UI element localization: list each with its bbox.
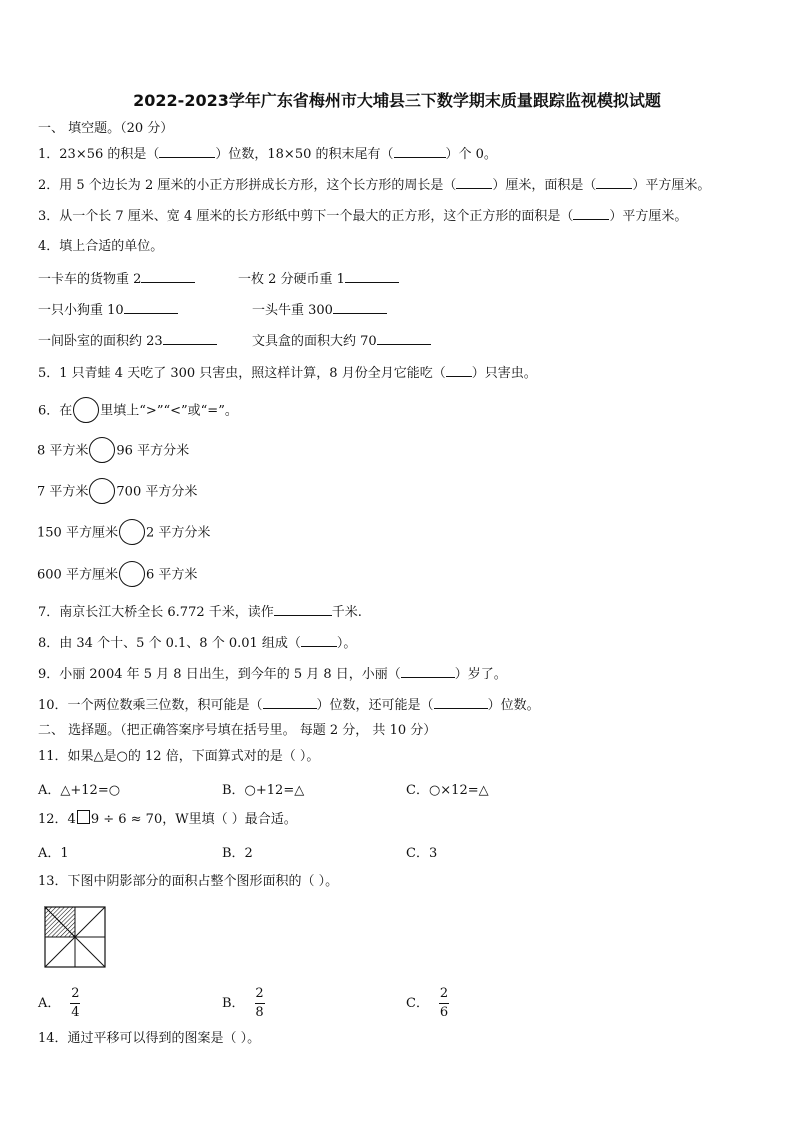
q6-row: 8 平方米 96 平方分米 [37,438,189,465]
q3-text-b: ）平方厘米。 [609,209,688,224]
q5-text-b: ）只害虫。 [471,366,537,381]
question-7: 7．南京长江大桥全长 6.772 千米，读作 千米. [38,605,362,620]
q2-text-a: 2．用 5 个边长为 2 厘米的小正方形拼成长方形，这个长方形的周长是（ [38,178,457,193]
q6-row: 150 平方厘米 2 平方分米 [37,520,210,547]
answer-blank[interactable] [263,696,317,709]
question-3 [38,207,687,226]
answer-blank[interactable] [377,332,431,345]
answer-blank[interactable] [301,634,337,647]
answer-blank[interactable] [333,301,387,314]
q4-item: 一卡车的货物重 2 [38,270,195,289]
question-11-stem: 11．如果△是○的 12 倍，下面算式对的是（ ）。 [38,749,320,764]
compare-circle[interactable] [89,437,115,463]
option-c[interactable]: C． $\frac{2}{6}$ [406,986,449,1020]
answer-blank[interactable] [141,270,195,283]
option-b[interactable]: B． $\frac{2}{8}$ [222,986,264,1020]
q1-text-a: 1．23×56 的积是（ [38,147,160,162]
option-c[interactable]: C．3 [406,846,438,861]
answer-blank[interactable] [274,603,332,616]
q6-text-b: 里填上“>”“<”或“=”。 [100,403,238,419]
digit-box[interactable] [77,810,90,824]
question-12-stem: 12．4 9 ÷ 6 ≈ 70，W里填（ ）最合适。 [38,812,297,827]
option-a[interactable]: A．△+12=○ [38,783,121,798]
q4-item: 一只小狗重 10 [38,301,178,320]
question-9: 9．小丽 2004 年 5 月 8 日出生，到今年的 5 月 8 日，小丽（ ）岁了。 [38,667,507,682]
q6-text-a: 6．在 [38,403,73,419]
compare-circle[interactable] [73,397,99,423]
answer-blank[interactable] [163,332,217,345]
question-5 [38,364,537,383]
q3-text-a: 3．从一个长 7 厘米、宽 4 厘米的长方形纸中剪下一个最大的正方形，这个正方形的面积是（ [38,209,574,224]
question-2 [38,176,710,195]
q1-text-c: ）个 0。 [445,147,497,162]
question-13-stem: 13．下图中阴影部分的面积占整个图形面积的（ ）。 [38,874,339,889]
option-b[interactable]: B．2 [222,846,253,861]
question-1 [38,145,497,164]
q4-item: 一头牛重 300 [252,301,387,320]
answer-blank[interactable] [596,176,632,189]
q4-item: 一枚 2 分硬币重 1 [238,270,399,289]
q5-text-a: 5．1 只青蛙 4 天吃了 300 只害虫，照这样计算，8 月份全月它能吃（ [38,366,446,381]
q2-text-c: ）平方厘米。 [632,178,711,193]
option-b[interactable]: B．○+12=△ [222,783,305,798]
option-a[interactable]: A．1 [38,846,69,861]
answer-blank[interactable] [159,145,215,158]
q6-row: 600 平方厘米 6 平方米 [37,562,197,589]
answer-blank[interactable] [401,665,455,678]
compare-circle[interactable] [119,561,145,587]
answer-blank[interactable] [434,696,488,709]
q2-text-b: ）厘米，面积是（ [492,178,597,193]
question-4-stem: 4．填上合适的单位。 [38,239,164,254]
compare-circle[interactable] [89,478,115,504]
answer-blank[interactable] [573,207,609,220]
answer-blank[interactable] [124,301,178,314]
answer-blank[interactable] [456,176,492,189]
compare-circle[interactable] [119,519,145,545]
question-8: 8．由 34 个十、5 个 0.1、8 个 0.01 组成（ ）。 [38,636,357,651]
section-heading-fill: 一、 填空题。（20 分） [38,121,174,136]
answer-blank[interactable] [446,364,472,377]
q4-item: 一间卧室的面积约 23 [38,332,217,351]
question-10: 10．一个两位数乘三位数，积可能是（ ）位数，还可能是（ ）位数。 [38,698,540,713]
fraction: $\frac{2}{4}$ [71,986,80,1020]
fraction: $\frac{2}{8}$ [255,986,264,1020]
option-c[interactable]: C．○×12=△ [406,783,489,798]
q6-row: 7 平方米 700 平方分米 [37,479,197,506]
page-title: 2022-2023学年广东省梅州市大埔县三下数学期末质量跟踪监视模拟试题 [133,91,661,110]
question-6 [38,398,238,425]
answer-blank[interactable] [394,145,446,158]
question-14-stem: 14．通过平移可以得到的图案是（ ）。 [38,1031,261,1046]
fraction: $\frac{2}{6}$ [439,986,449,1020]
q1-text-b: ）位数，18×50 的积末尾有（ [215,147,394,162]
q4-item: 文具盒的面积大约 70 [252,332,431,351]
answer-blank[interactable] [345,270,399,283]
section-heading-choice: 二、 选择题。（把正确答案序号填在括号里。 每题 2 分， 共 10 分） [38,723,437,738]
option-a[interactable]: A． $\frac{2}{4}$ [38,986,80,1020]
square-figure [44,906,106,968]
